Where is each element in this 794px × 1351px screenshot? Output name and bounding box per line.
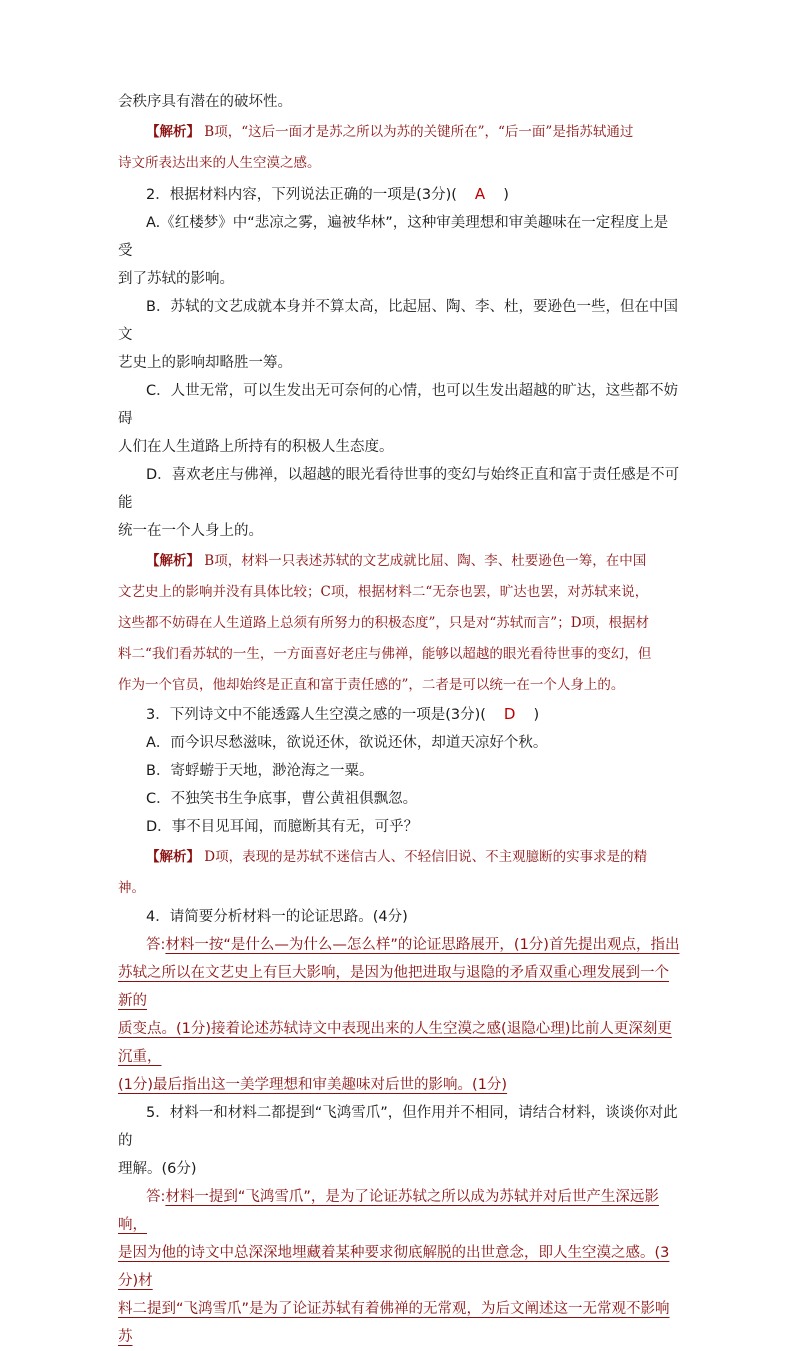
question-3 [118, 700, 680, 729]
option-d-cont: 统一在一个人身上的。 [118, 523, 263, 539]
question-5-cont: 理解。(6分) [118, 1161, 197, 1177]
question-bracket: ) [503, 187, 509, 203]
answer-choice: A [474, 185, 486, 203]
answer-text: 是因为他的诗文中总深深地埋藏着某种要求彻底解脱的出世意念，即人生空漠之感。(3分)材 [118, 1245, 670, 1289]
answer-4-cont [118, 1071, 680, 1099]
text-line: 会秩序具有潜在的破坏性。 [118, 94, 292, 110]
option-c: C．不独笑书生争底事，曹公黄祖俱飘忽。 [146, 791, 418, 807]
analysis-text: 作为一个官员，他却始终是正直和富于责任感的”，二者是可以统一在一个人身上的。 [118, 677, 625, 693]
answer-text: 料二提到“飞鸿雪爪”是为了论证苏轼有着佛禅的无常观，为后文阐述这一无常观不影响苏 [118, 1301, 670, 1345]
option-b: B．苏轼的文艺成就本身并不算太高，比起屈、陶、李、杜，要逊色一些，但在中国文 [118, 299, 678, 343]
option-d: D．喜欢老庄与佛禅，以超越的眼光看待世事的变幻与始终正直和富于责任感是不可能 [118, 467, 680, 511]
answer-label: 答: [146, 937, 166, 953]
question-2 [118, 180, 680, 209]
answer-label: 答: [146, 1189, 166, 1205]
question-4: 4．请简要分析材料一的论证思路。(4分) [146, 909, 408, 925]
answer-text: 材料一提到“飞鸿雪爪”，是为了论证苏轼之所以成为苏轼并对后世产生深远影响， [118, 1189, 659, 1233]
option-a: A.《红楼梦》中“悲凉之雾，遍被华林”，这种审美理想和审美趣味在一定程度上是受 [118, 215, 669, 259]
option-c: C．人世无常，可以生发出无可奈何的心情，也可以生发出超越的旷达，这些都不妨碍 [118, 383, 679, 427]
analysis-text: 诗文所表达出来的人生空漠之感。 [118, 155, 321, 171]
option-c-cont: 人们在人生道路上所持有的积极人生态度。 [118, 439, 394, 455]
analysis-block [118, 118, 680, 147]
question-bracket: ) [533, 707, 540, 723]
analysis-text: 这些都不妨碍在人生道路上总须有所努力的积极态度”，只是对“苏轼而言”；D项，根据材 [118, 615, 650, 631]
question-5: 5．材料一和材料二都提到“飞鸿雪爪”，但作用并不相同，请结合材料，谈谈你对此的 [118, 1105, 678, 1149]
answer-4 [118, 931, 680, 959]
answer-5 [118, 1183, 680, 1239]
analysis-text: 文艺史上的影响并没有具体比较；C项，根据材料二“无奈也罢，旷达也罢，对苏轼来说， [118, 584, 649, 600]
answer-4-cont [118, 959, 680, 1015]
answer-text: 材料一按“是什么—为什么—怎么样”的论证思路展开，(1分)首先提出观点，指出 [165, 937, 680, 953]
document-body [118, 88, 680, 1351]
answer-text: 苏轼之所以在文艺史上有巨大影响，是因为他把进取与退隐的矛盾双重心理发展到一个新的 [118, 965, 669, 1009]
analysis-block [118, 843, 680, 872]
option-d: D．事不目见耳闻，而臆断其有无，可乎？ [146, 819, 419, 835]
analysis-text: 神。 [118, 880, 145, 896]
answer-5-cont [118, 1239, 680, 1295]
option-b-cont: 艺史上的影响却略胜一筹。 [118, 355, 292, 371]
answer-text: (1分)最后指出这一美学理想和审美趣味对后世的影响。(1分) [118, 1077, 508, 1093]
analysis-text: B项，“这后一面才是苏之所以为苏的关键所在”，“后一面”是指苏轼通过 [204, 124, 634, 140]
answer-5-cont [118, 1295, 680, 1351]
analysis-block [118, 547, 680, 576]
analysis-text: B项，材料一只表述苏轼的文艺成就比屈、陶、李、杜要逊色一筹，在中国 [204, 553, 647, 569]
question-text: 2．根据材料内容，下列说法正确的一项是(3分)( [146, 187, 457, 203]
option-a-cont: 到了苏轼的影响。 [118, 271, 234, 287]
option-a: A．而今识尽愁滋味，欲说还休，欲说还休，却道天凉好个秋。 [146, 735, 548, 751]
question-text: 3．下列诗文中不能透露人生空漠之感的一项是(3分)( [146, 707, 486, 723]
answer-4-cont [118, 1015, 680, 1071]
option-b: B．寄蜉蝣于天地，渺沧海之一粟。 [146, 763, 374, 779]
analysis-text: D项，表现的是苏轼不迷信古人、不轻信旧说、不主观臆断的实事求是的精 [204, 849, 648, 865]
analysis-tag: 【解析】 [146, 124, 200, 140]
analysis-text: 料二“我们看苏轼的一生，一方面喜好老庄与佛禅，能够以超越的眼光看待世事的变幻，但 [118, 646, 652, 662]
analysis-tag: 【解析】 [146, 849, 200, 865]
answer-text: 质变点。(1分)接着论述苏轼诗文中表现出来的人生空漠之感(退隐心理)比前人更深刻更沉重， [118, 1021, 672, 1065]
answer-choice: D [503, 705, 516, 723]
analysis-tag: 【解析】 [146, 553, 200, 569]
